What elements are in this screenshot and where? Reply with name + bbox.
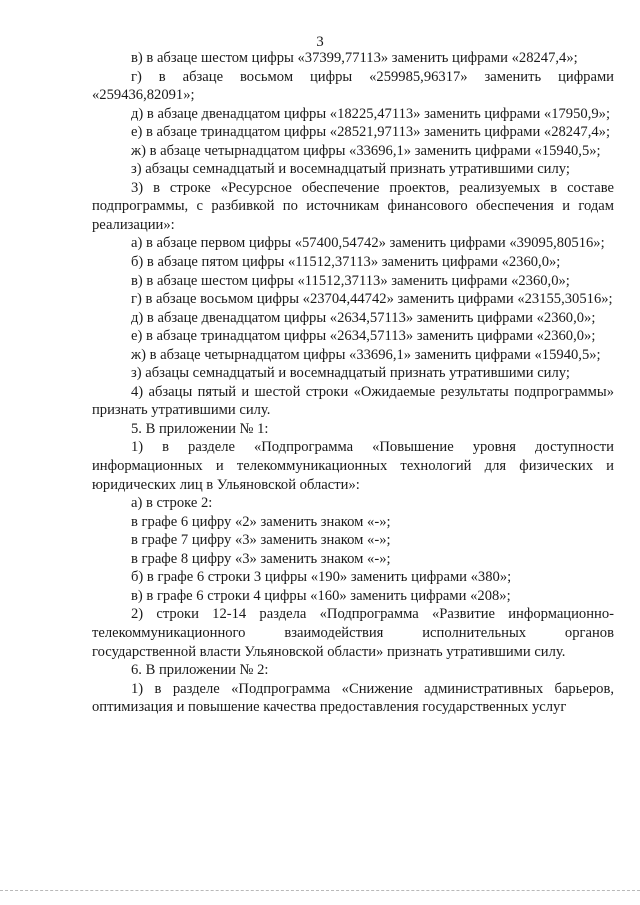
amendment-paragraph: е) в абзаце тринадцатом цифры «28521,97113» заменить цифрами «28247,4»; <box>131 124 610 141</box>
amendment-paragraph: а) в строке 2: <box>131 495 213 512</box>
section-heading: 5. В приложении № 1: <box>131 420 269 437</box>
amendment-paragraph: в графе 8 цифру «3» заменить знаком «-»; <box>131 550 391 567</box>
amendment-paragraph: а) в абзаце первом цифры «57400,54742» заменить цифрами «39095,80516»; <box>131 235 605 252</box>
amendment-paragraph: ж) в абзаце четырнадцатом цифры «33696,1» заменить цифрами «15940,5»; <box>131 346 601 363</box>
amendment-paragraph: з) абзацы семнадцатый и восемнадцатый признать утратившими силу; <box>131 161 570 178</box>
scan-bottom-edge <box>0 890 640 895</box>
amendment-paragraph: 3) в строке «Ресурсное обеспечение проектов, реализуемых в составе подпрограммы, с разбивкой по источникам финансового обеспечения и годам реализации»: <box>92 179 614 233</box>
amendment-paragraph: в графе 7 цифру «3» заменить знаком «-»; <box>131 532 391 549</box>
amendment-paragraph: б) в графе 6 строки 3 цифры «190» заменить цифрами «380»; <box>131 569 512 586</box>
amendment-paragraph: 2) строки 12-14 раздела «Подпрограмма «Развитие информационно-телекоммуникационного взаимодействия исполнительных органов государственной власти Ульяновской области» признать утратившими силу. <box>92 606 614 660</box>
amendment-paragraph: 1) в разделе «Подпрограмма «Снижение административных барьеров, оптимизация и повышение качества предоставления государственных услуг <box>92 680 614 716</box>
page-number: 3 <box>316 34 324 50</box>
amendment-paragraph: 4) абзацы пятый и шестой строки «Ожидаемые результаты подпрограммы» признать утратившими силу. <box>92 383 614 419</box>
amendment-paragraph: ж) в абзаце четырнадцатом цифры «33696,1» заменить цифрами «15940,5»; <box>131 142 601 159</box>
amendment-paragraph: в) в абзаце шестом цифры «37399,77113» заменить цифрами «28247,4»; <box>131 50 578 66</box>
amendment-paragraph: е) в абзаце тринадцатом цифры «2634,57113» заменить цифрами «2360,0»; <box>131 328 596 345</box>
amendment-paragraph: д) в абзаце двенадцатом цифры «18225,47113» заменить цифрами «17950,9»; <box>131 105 610 122</box>
amendment-paragraph: в графе 6 цифру «2» заменить знаком «-»; <box>131 513 391 530</box>
amendment-paragraph: б) в абзаце пятом цифры «11512,37113» заменить цифрами «2360,0»; <box>131 254 561 271</box>
amendment-paragraph: з) абзацы семнадцатый и восемнадцатый признать утратившими силу; <box>131 365 570 382</box>
section-heading: 6. В приложении № 2: <box>131 662 269 679</box>
document-body <box>92 49 614 717</box>
amendment-paragraph: г) в абзаце восьмом цифры «23704,44742» заменить цифрами «23155,30516»; <box>131 291 613 308</box>
amendment-paragraph: г) в абзаце восьмом цифры «259985,96317» заменить цифрами «259436,82091»; <box>92 68 614 104</box>
amendment-paragraph: в) в графе 6 строки 4 цифры «160» заменить цифрами «208»; <box>131 587 511 604</box>
amendment-paragraph: 1) в разделе «Подпрограмма «Повышение уровня доступности информационных и телекоммуникационных технологий для физических и юридических лиц в Ульяновской области»: <box>92 439 614 493</box>
amendment-paragraph: д) в абзаце двенадцатом цифры «2634,57113» заменить цифрами «2360,0»; <box>131 309 596 326</box>
amendment-paragraph: в) в абзаце шестом цифры «11512,37113» заменить цифрами «2360,0»; <box>131 272 570 289</box>
